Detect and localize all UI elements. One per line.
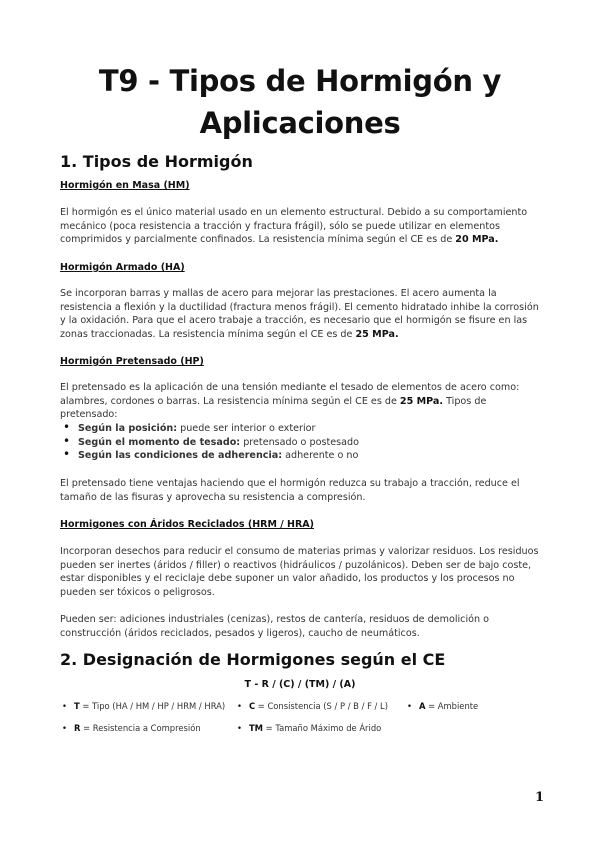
designation-eq: = [255, 701, 268, 711]
designation-eq: = [263, 723, 276, 733]
designation-item-c [237, 701, 388, 711]
ha-strength: 25 MPa. [355, 328, 399, 340]
hr-paragraph-1: Incorporan desechos para reducir el consumo de materias primas y valorizar residuos. Los residuos pueden ser inertes (áridos / filler) o reactivos (hidráulicos / puzolánicos). Deben ser de bajo coste, estar disponibles y el reciclaje debe suponer un valor añadido, los productos y los procesos no pueden ser tóxicos o peligrosos. [60, 546, 539, 598]
designation-desc: Resistencia a Compresión [92, 723, 201, 733]
list-item [60, 436, 359, 450]
title-line-1: T9 - Tipos de Hormigón y [98, 64, 502, 98]
hr-subheading: Hormigones con Áridos Reciclados (HRM / HRA) [60, 519, 314, 530]
hm-strength: 20 MPa. [455, 234, 499, 245]
designation-formula: T - R / (C) / (TM) / (A) [244, 679, 356, 690]
designation-eq: = [79, 701, 93, 711]
designation-key: TM [248, 723, 264, 733]
designation-eq: = [425, 701, 438, 711]
hm-text: El hormigón es el único material usado en un elemento estructural. Debido a su comportamiento mecánico (poca resistencia a tracción y fractura frágil), sólo se puede utilizar en elementos comprimidos y parcialmente confinados. La resistencia mínima según el CE es de [60, 207, 528, 245]
designation-item-t [62, 701, 225, 711]
ha-subheading: Hormigón Armado (HA) [60, 262, 185, 273]
designation-desc: Ambiente [437, 701, 479, 711]
hp-strength: 25 MPa. [399, 395, 444, 407]
list-item-value: puede ser interior o exterior [177, 423, 316, 434]
designation-desc: Tamaño Máximo de Árido [275, 723, 382, 733]
document-title [0, 60, 600, 144]
hp-closing-paragraph: El pretensado tiene ventajas haciendo que el hormigón reduzca su trabajo a tracción, reduce el tamaño de las fisuras y aprovecha su resistencia a compresión. [60, 478, 520, 503]
designation-item-tm [237, 723, 381, 733]
designation-key: T [73, 701, 80, 711]
designation-key: C [248, 701, 256, 711]
hp-subheading: Hormigón Pretensado (HP) [60, 356, 204, 367]
list-item-value: pretensado o postesado [240, 436, 359, 448]
list-item-value: adherente o no [282, 450, 359, 461]
list-item-label: Según las condiciones de adherencia: [78, 450, 283, 461]
designation-key: A [418, 701, 426, 711]
section-1-heading: 1. Tipos de Hormigón [60, 152, 253, 171]
hm-subheading: Hormigón en Masa (HM) [60, 180, 190, 191]
designation-desc: Consistencia (S / P / B / F / L) [267, 701, 388, 711]
designation-item-a [407, 701, 478, 711]
list-item [60, 449, 359, 463]
section-2-heading: 2. Designación de Hormigones según el CE [60, 650, 446, 669]
ha-paragraph [60, 287, 546, 341]
page-number: 1 [534, 790, 544, 805]
hr-paragraph-2: Pueden ser: adiciones industriales (cenizas), restos de cantería, residuos de demolición o construcción (áridos reciclados, pesados y ligeros), caucho de neumáticos. [60, 614, 489, 639]
pretensado-types-list [60, 422, 359, 463]
designation-desc: Tipo (HA / HM / HP / HRM / HRA) [92, 701, 226, 711]
hp-text-before: El pretensado es la aplicación de una tensión mediante el tesado de elementos de acero como: alambres, cordones o barras. La resistencia mínima según el CE es de [60, 382, 520, 407]
designation-key: R [73, 723, 81, 733]
ha-text: Se incorporan barras y mallas de acero para mejorar las prestaciones. El acero aumenta la resistencia a flexión y la ductilidad (fractura menos frágil). El cemento hidratado inhibe la corrosión y la oxidación. Para que el acero trabaje a tracción, es necesario que el hormigón se fisure en las zonas traccionadas. La resistencia mínima según el CE es de [60, 288, 539, 340]
list-item-label: Según el momento de tesado: [78, 436, 241, 448]
designation-eq: = [80, 723, 93, 733]
list-item [60, 422, 359, 436]
hp-paragraph [60, 381, 546, 422]
hp-text-after: Tipos de pretensado: [60, 395, 487, 420]
list-item-label: Según la posición: [78, 423, 178, 434]
hm-paragraph [60, 206, 546, 247]
title-line-2: Aplicaciones [199, 106, 401, 140]
designation-item-r [62, 723, 201, 733]
